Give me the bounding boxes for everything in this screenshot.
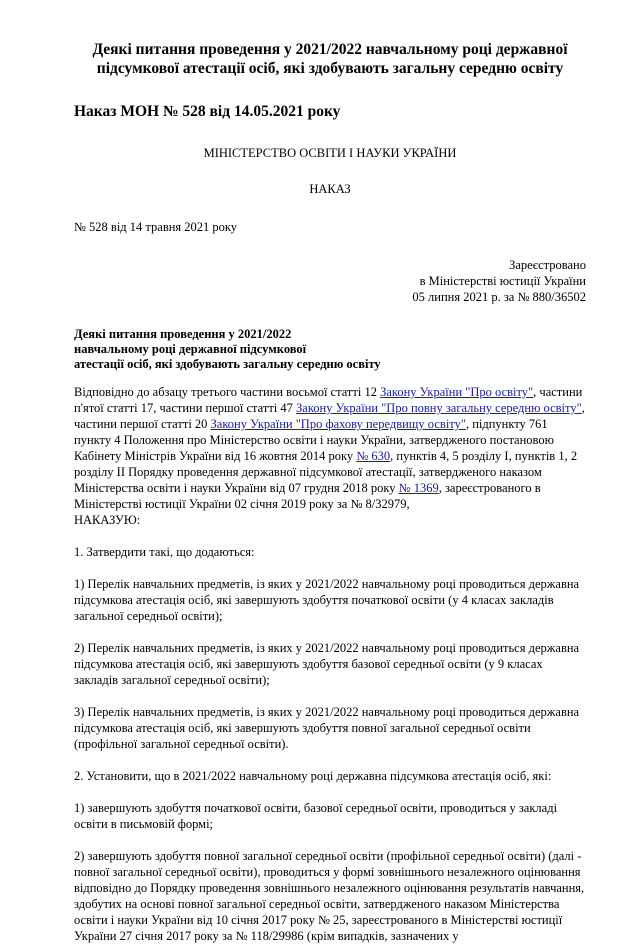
resolution-630-link[interactable]: № 630 [356, 449, 391, 463]
preamble-text-2: , частини п'ятої статті 17, частини першої статті 47 [74, 385, 583, 415]
paragraph-1-item-3: 3) Перелік навчальних предметів, із яких у 2021/2022 навчальному році проводиться державна підсумкова атестація осіб, які завершують здобуття повної загальної середньої освіти (профільної загальної середньої освіти). [74, 705, 580, 751]
order-heading: Наказ МОН № 528 від 14.05.2021 року [74, 103, 341, 120]
main-title-line-1: Деякі питання проведення у 2021/2022 навчальному році державної [92, 41, 568, 58]
paragraph-1-item-1: 1) Перелік навчальних предметів, із яких у 2021/2022 навчальному році проводиться державна підсумкова атестація осіб, які завершують здобуття початкової освіти (у 4 класах закладів загальної середньої освіти); [74, 577, 580, 623]
preamble-text-5: , пунктів 4, 5 розділу I, пунктів 1, 2 розділу II Порядку проведення державної підсумкової атестації, затвердженого наказом Міністерства освіти і науки України від 07 грудня 2018 року [74, 449, 578, 495]
order-title-line-1: Деякі питання проведення у 2021/2022 [74, 327, 292, 341]
paragraph-2: 2. Установити, що в 2021/2022 навчальному році державна підсумкова атестація осіб, які: [74, 769, 552, 783]
i-order-label: НАКАЗУЮ: [74, 513, 141, 527]
preamble-paragraph [74, 384, 586, 528]
order-number-date: № 528 від 14 травня 2021 року [74, 220, 238, 234]
paragraph-2-item-2: 2) завершують здобуття повної загальної середньої освіти (профільної середньої освіти) (далі - повної загальної середньої освіти), проводиться у формі зовнішнього незалежного оцінювання відповідно до Порядку проведення зовнішнього незалежного оцінювання результатів навчання, здобутих на основі повної загальної середньої освіти, затвердженого наказом Міністерства освіти і науки України від 10 січня 2017 року № 25, зареєстрованого в Міністерстві юстиції України 27 січня 2017 року за № 118/29986 (крім випадків, зазначених у [74, 849, 585, 943]
paragraph-1-item-2: 2) Перелік навчальних предметів, із яких у 2021/2022 навчальному році проводиться державна підсумкова атестація осіб, які завершують здобуття базової середньої освіти (у 9 класах закладів загальної середньої освіти); [74, 641, 580, 687]
preamble-text-6: , зареєстрованого в Міністерстві юстиції України 02 січня 2019 року за № 8/32979, [74, 481, 541, 511]
paragraph-2-item-1: 1) завершують здобуття початкової освіти, базової середньої освіти, проводиться у закладі освіти в письмовій формі; [74, 801, 558, 831]
preamble-text-3: , частини першої статті 20 [74, 401, 585, 431]
law-on-education-link[interactable]: Закону України "Про освіту" [380, 385, 534, 399]
order-title-line-3: атестації осіб, які здобувають загальну середню освіту [74, 357, 381, 371]
preamble-text-4: , підпункту 761 пункту 4 Положення про Міністерство освіти і науки України, затвердженого постановою Кабінету Міністрів України від 16 жовтня 2014 року [74, 417, 554, 463]
ministry-name: МІНІСТЕРСТВО ОСВІТИ І НАУКИ УКРАЇНИ [203, 146, 457, 160]
registration-line-3: 05 липня 2021 р. за № 880/36502 [412, 290, 586, 304]
law-on-general-secondary-education-link[interactable]: Закону України "Про повну загальну середню освіту" [296, 401, 582, 415]
law-on-professional-pre-higher-education-link[interactable]: Закону України "Про фахову передвищу освіту" [210, 417, 466, 431]
main-title-line-2: підсумкової атестації осіб, які здобувають загальну середню освіту [96, 60, 564, 77]
order-title-line-2: навчальному році державної підсумкової [74, 342, 307, 356]
order-label: НАКАЗ [309, 182, 351, 196]
order-title [74, 327, 586, 372]
preamble-text-1: Відповідно до абзацу третього частини восьмої статті 12 [74, 385, 381, 399]
document-main-title [74, 0, 586, 78]
registration-block [74, 257, 586, 305]
registration-line-2: в Міністерстві юстиції України [419, 274, 586, 288]
paragraph-1: 1. Затвердити такі, що додаються: [74, 545, 255, 559]
order-1369-link[interactable]: № 1369 [398, 481, 439, 495]
registration-line-1: Зареєстровано [509, 258, 586, 272]
